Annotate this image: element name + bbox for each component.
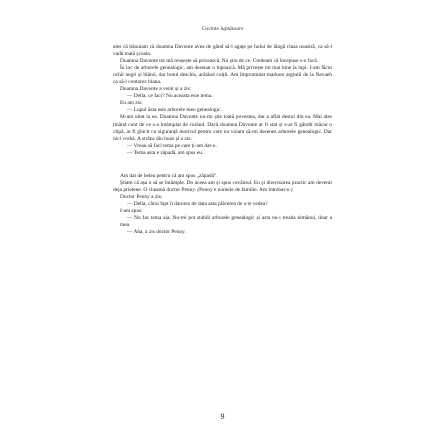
paragraph: Știam că așa o să se întâmple. Do aceea am și spus cuvântul. Eu și directoarea practic am devenit deja prietene. O cheamă doctor Penny. (Penny e numele de familie. Am întrebat-o.) xyxy=(113,179,332,193)
paragraph: — Della, cărui fapt îi datorez de data asta plăcerea de a te vedea? xyxy=(127,200,268,207)
paragraph: Doctor Penny a zis: xyxy=(120,193,163,200)
section-break xyxy=(113,157,332,173)
paragraph: Eu am zis: xyxy=(120,100,143,107)
paragraph: În loc de arborele genealogic, am desenat o lupoaică. Mă privește tot mai bine la lupi. I-am făcut ochii negri și blănii, dar botul deschis, arătând colții. Am împrumutat markere argintii de la Nevaeh ca să-i conturez blana. xyxy=(113,65,332,86)
paragraph: — Lupul ăsta este arborele meu genealogic. xyxy=(127,107,222,114)
text-section-top xyxy=(113,44,332,157)
page-number: 9 xyxy=(220,412,225,421)
paragraph: — Della, ce faci? Nu aceasta este tema. xyxy=(127,93,213,100)
paragraph: Am dat de belea pentru că am spus „zăpadă”. xyxy=(120,172,218,179)
running-head: Cuvinte luptătoare xyxy=(201,26,244,32)
paragraph: M-am uitat la ea. Doamna Davonte nu-mi știe toată povestea, dar a aflat destul din ea. Mai ales ținând cont de ce s-a întâmplat de curând. Dacă doamna Davonte ar fi stat și s-ar fi gândit măcar o clipă, ar fi ghicit cu siguranță motivul pentru care nu voiam să-mi desenez arborele genealogic. Dar nici vorbă. A strâns din buze și a zis: xyxy=(113,114,332,142)
paragraph: — Aha, a zis doctor Penny. xyxy=(127,229,186,236)
paragraph: I-am spus: xyxy=(120,207,143,214)
body-text xyxy=(113,44,332,236)
paragraph: Doamna Davonte tot mă reușește să privească. Nu știu de ce. Credeam că începuse s-o facă. xyxy=(120,58,319,65)
paragraph: Doamna Davonte a venit și a zis: xyxy=(120,86,192,93)
text-section-bottom xyxy=(113,173,332,236)
paragraph: — Tema asta e zăpadă, am spus eu. xyxy=(127,149,204,156)
paragraph: — Vreau să faci tema pe care ți-am dat-o. xyxy=(127,142,217,149)
paragraph: ales că bănuiam că doamna Davonte avea de gând să-l agațe pe holul de lângă clasa noastră, ca să-l vadă toată școala. xyxy=(113,44,332,58)
paragraph: — Nu fac tema aia. Nu-mi pot stabili arborele genealogic și asta nu-i treaba nimănui, doar a mea. xyxy=(120,215,332,229)
